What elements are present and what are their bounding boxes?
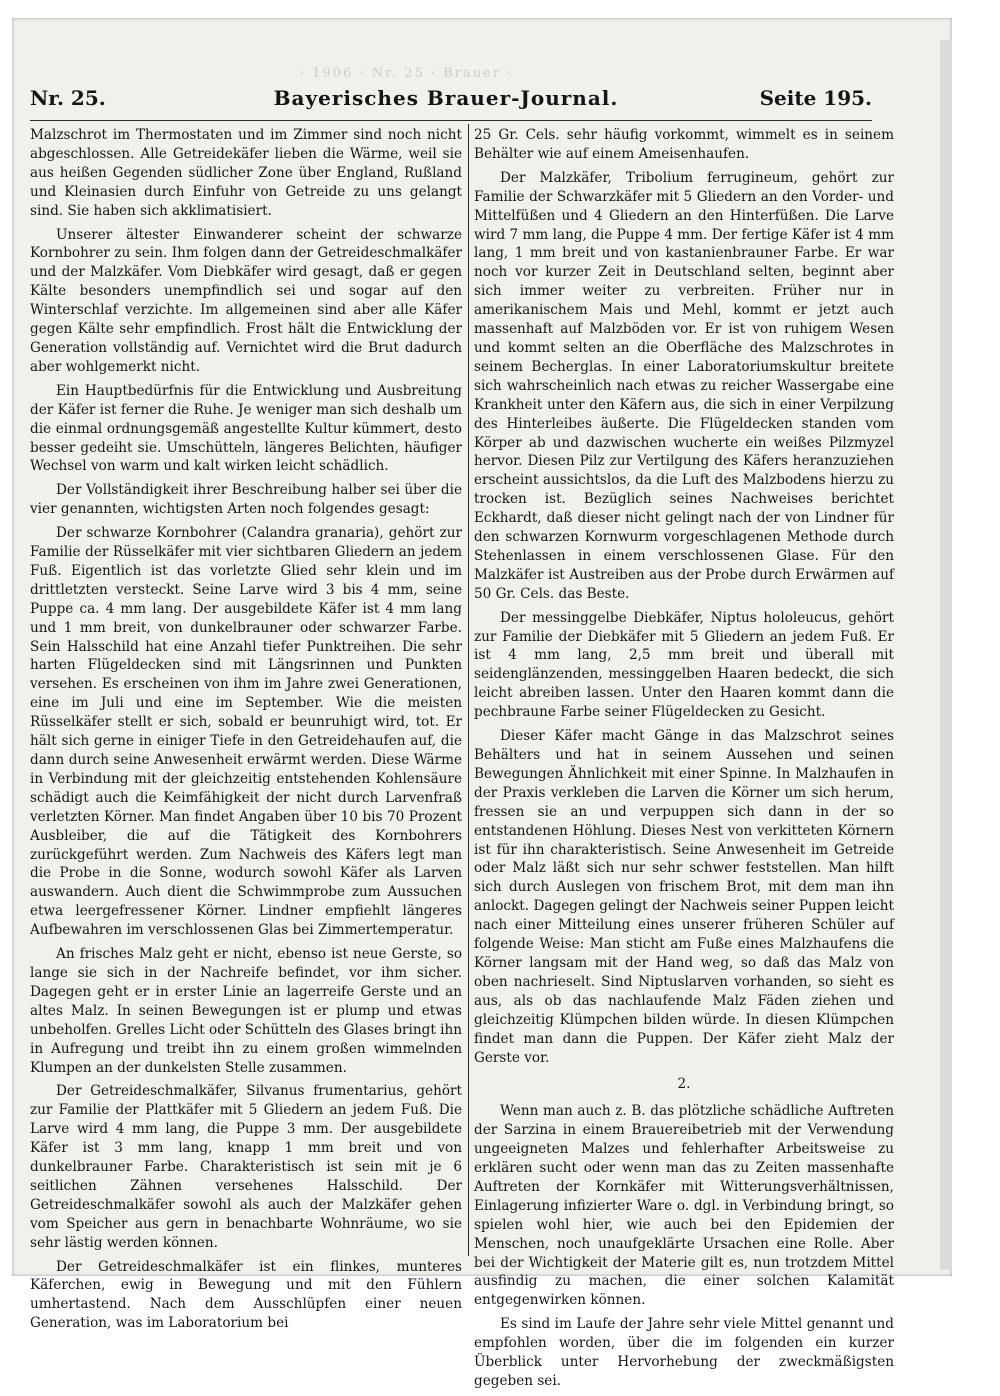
left-column: [30, 126, 462, 1338]
journal-title: Bayerisches Brauer-Journal.: [273, 86, 619, 110]
paragraph: Wenn man auch z. B. das plötzliche schädliche Auftreten der Sarzina in einem Brauereibetrieb mit der Verwendung ungeeigneten Malzes und fehlerhafter Arbeitsweise zu erklären sucht oder wenn man das zu Zeiten massenhafte Auftreten der Kornkäfer mit Witterungsverhältnissen, Einlagerung infizierter Ware o. dgl. in Verbindung bringt, so spielen wohl hier, wie auch bei den Epidemien der Menschen, noch unaufgeklärte Ursachen eine Rolle. Aber bei der Wichtigkeit der Materie gilt es, nun trotzdem Mittel ausfindig zu machen, die einer solchen Kalamität entgegenwirken können.: [474, 1103, 894, 1309]
paragraph: Der Getreideschmalkäfer, Silvanus frumentarius, gehört zur Familie der Plattkäfer mit 5 Gliedern an jedem Fuß. Die Larve wird 4 mm lang, die Puppe 3 mm. Der ausgebildete Käfer ist 3 mm lang, knapp 1 mm breit und von dunkelbrauner Farbe. Charakteristisch ist sein mit je 6 seitlichen Zähnen versehenes Halsschild. Der Getreideschmalkäfer sowohl als auch der Malzkäfer gehen vom Speicher aus gern in benachbarte Wohnräume, wo sie sehr lästig werden können.: [30, 1083, 462, 1251]
paragraph: Ein Hauptbedürfnis für die Entwicklung und Ausbreitung der Käfer ist ferner die Ruhe. Je weniger man sich deshalb um die einmal ordnungsgemäß angestellte Kultur kümmert, desto besser gedeiht sie. Umschütteln, längeres Belichten, häufiger Wechsel von warm und kalt wirken leicht schädlich.: [30, 382, 462, 475]
column-rule: [468, 124, 469, 1256]
paragraph: An frisches Malz geht er nicht, ebenso ist neue Gerste, so lange sie sich in der Nachreife befindet, vor ihm sicher. Dagegen geht er in erster Linie an lagerreife Gerste und an altes Malz. In seinen Bewegungen ist er plump und etwas unbeholfen. Grelles Licht oder Schütteln des Glases bringt ihn in Aufregung und treibt ihn zu einem großen wimmelnden Klumpen an der dunkelsten Stelle zusammen.: [30, 946, 462, 1076]
faint-show-through: · 1906 · Nr. 25 · Brauer ·: [300, 66, 514, 81]
paragraph: Dieser Käfer macht Gänge in das Malzschrot seines Behälters und hat in seinem Aussehen und seinen Bewegungen Ähnlichkeit mit einer Spinne. In Malzhaufen in der Praxis verkleben die Larven die Körner um sich herum, fressen sie an und verpuppen sich dann in der so entstandenen Höhlung. Dieses Nest von verkitteten Körnern ist für ihn charakteristisch. Seine Anwesenheit im Getreide oder Malz läßt sich nur sehr schwer feststellen. Man hilft sich durch Auslegen von frischem Brot, mit dem man ihn anlockt. Dagegen gelingt der Nachweis seiner Puppen leicht nach einer Mitteilung eines unserer früheren Schüler auf folgende Weise: Man sticht am Fuße eines Malzhaufens die Körner langsam mit der Hand weg, so daß das Malz von oben nachrieselt. Sind Niptuslarven vorhanden, so sieht es aus, als ob das nachlaufende Malz Fäden ziehen und gleichzeitig Klümpchen bilden würde. In diesen Klümpchen findet man dann die Puppen. Der Käfer zieht Malz der Gerste vor.: [474, 728, 894, 1066]
page-header: [20, 86, 872, 114]
paragraph: Es sind im Laufe der Jahre sehr viele Mittel genannt und empfohlen worden, über die im folgenden ein kurzer Überblick unter Hervorhebung der zweckmäßigsten gegeben sei.: [474, 1316, 894, 1389]
paragraph: Der Vollständigkeit ihrer Beschreibung halber sei über die vier genannten, wichtigsten Arten noch folgendes gesagt:: [30, 482, 462, 518]
paragraph: Der Malzkäfer, Tribolium ferrugineum, gehört zur Familie der Schwarzkäfer mit 5 Gliedern an den Vorder- und Mittelfüßen und 4 Gliedern an den Hinterfüßen. Die Larve wird 7 mm lang, die Puppe 4 mm. Der fertige Käfer ist 4 mm lang, 1 mm breit und von kastanienbrauner Farbe. Er war noch vor kurzer Zeit in Deutschland selten, beginnt aber sich immer weiter zu verbreiten. Früher nur in amerikanischem Mais und Mehl, kommt er jetzt auch massenhaft auf Malzböden vor. Er ist von ruhigem Wesen und kommt selten an die Oberfläche des Malzschrotes in seinem Becherglas. In einer Laboratoriumskultur breitete sich wahrscheinlich nach etwas zu reicher Wassergabe eine Krankheit unter den Käfern aus, die sich in einer Verpilzung des Hinterleibes äußerte. Die Flügeldecken standen vom Körper ab und dazwischen wucherte ein weißes Pilzmyzel hervor. Diesen Pilz zur Vertilgung des Käfers heranzuziehen erscheint aussichtslos, da die Luft des Malzbodens hierzu zu trocken ist. Bezüglich seines Nachweises berichtet Eckhardt, daß dieser nicht gelingt nach der von Lindner für den schwarzen Kornwurm vorgeschlagenen Methode durch Stehenlassen in einem verschlossenen Glase. Für den Malzkäfer ist Austreiben aus der Probe durch Erwärmen auf 50 Gr. Cels. das Beste.: [474, 169, 894, 602]
issue-number: Nr. 25.: [30, 86, 106, 110]
right-column: [474, 126, 894, 1396]
paragraph: Der schwarze Kornbohrer (Calandra granaria), gehört zur Familie der Rüsselkäfer mit vier sichtbaren Gliedern an jedem Fuß. Eigentlich ist das vorletzte Glied sehr klein und im drittletzten versteckt. Seine Larve wird 3 bis 4 mm, seine Puppe ca. 4 mm lang. Der ausgebildete Käfer ist 4 mm lang und 1 mm breit, von dunkelbrauner oder schwarzer Farbe. Sein Halsschild hat eine Anzahl tiefer Punktreihen. Die sehr harten Flügeldecken sind mit Längsrinnen und Punkten versehen. Es erscheinen von ihm im Jahre zwei Generationen, eine im Juli und eine im September. Wie die meisten Rüsselkäfer stellt er sich, sobald er beunruhigt wird, tot. Er hält sich gerne in einiger Tiefe in den Getreidehaufen auf, die dann durch seine Anwesenheit erwärmt werden. Diese Wärme in Verbindung mit der gleichzeitig entstehenden Kohlensäure schädigt auch die Keimfähigkeit der nicht durch Larvenfraß verletzten Körner. Man findet Angaben über 10 bis 70 Prozent Ausbleiber, die auf die Tätigkeit des Kornbohrers zurückgeführt werden. Zum Nachweis des Käfers legt man die Probe in die Sonne, wodurch sowohl Käfer als Larven auswandern. Auch dient die Schwimmprobe zum Aussuchen etwa leergefressener Körner. Lindner empfiehlt längeres Aufbewahren im verschlossenen Glas bei Zimmertemperatur.: [30, 525, 462, 939]
paragraph: Der messinggelbe Diebkäfer, Niptus hololeucus, gehört zur Familie der Diebkäfer mit 5 Gliedern an jedem Fuß. Er ist 4 mm lang, 2,5 mm breit und überall mit seidenglänzenden, messinggelben Haaren bedeckt, die sich leicht abreiben lassen. Unter den Haaren kommt dann die pechbraune Farbe seiner Flügeldecken zu Gesicht.: [474, 609, 894, 721]
paragraph: Malzschrot im Thermostaten und im Zimmer sind noch nicht abgeschlossen. Alle Getreidekäfer lieben die Wärme, weil sie aus heißen Gegenden südlicher Zone über England, Rußland und Kleinasien durch Einfuhr von Getreide zu uns gelangt sind. Sie haben sich akklimatisiert.: [30, 127, 462, 219]
paragraph: Der Getreideschmalkäfer ist ein flinkes, munteres Käferchen, ewig in Bewegung und mit den Fühlern umhertastend. Nach dem Ausschlüpfen einer neuen Generation, was im Laboratorium bei: [30, 1258, 462, 1332]
page-number: Seite 195.: [759, 86, 872, 110]
section-number: 2.: [677, 1076, 691, 1093]
paragraph: 25 Gr. Cels. sehr häufig vorkommt, wimmelt es in seinem Behälter wie auf einem Ameisenhaufen.: [474, 127, 894, 162]
header-rule: [30, 120, 872, 121]
paragraph: Unserer ältester Einwanderer scheint der schwarze Kornbohrer zu sein. Ihm folgen dann der Getreideschmalkäfer und der Malzkäfer. Vom Diebkäfer wird gesagt, daß er gegen Kälte besonders unempfindlich sei und sogar auf den Winterschlaf verzichte. Im allgemeinen sind aber alle Käfer gegen Kälte sehr empfindlich. Frost hält die Entwicklung der Generation vollständig auf. Vernichtet wird die Brut dadurch aber wohlgemerkt nicht.: [30, 226, 462, 375]
page-edge: [940, 40, 952, 1270]
